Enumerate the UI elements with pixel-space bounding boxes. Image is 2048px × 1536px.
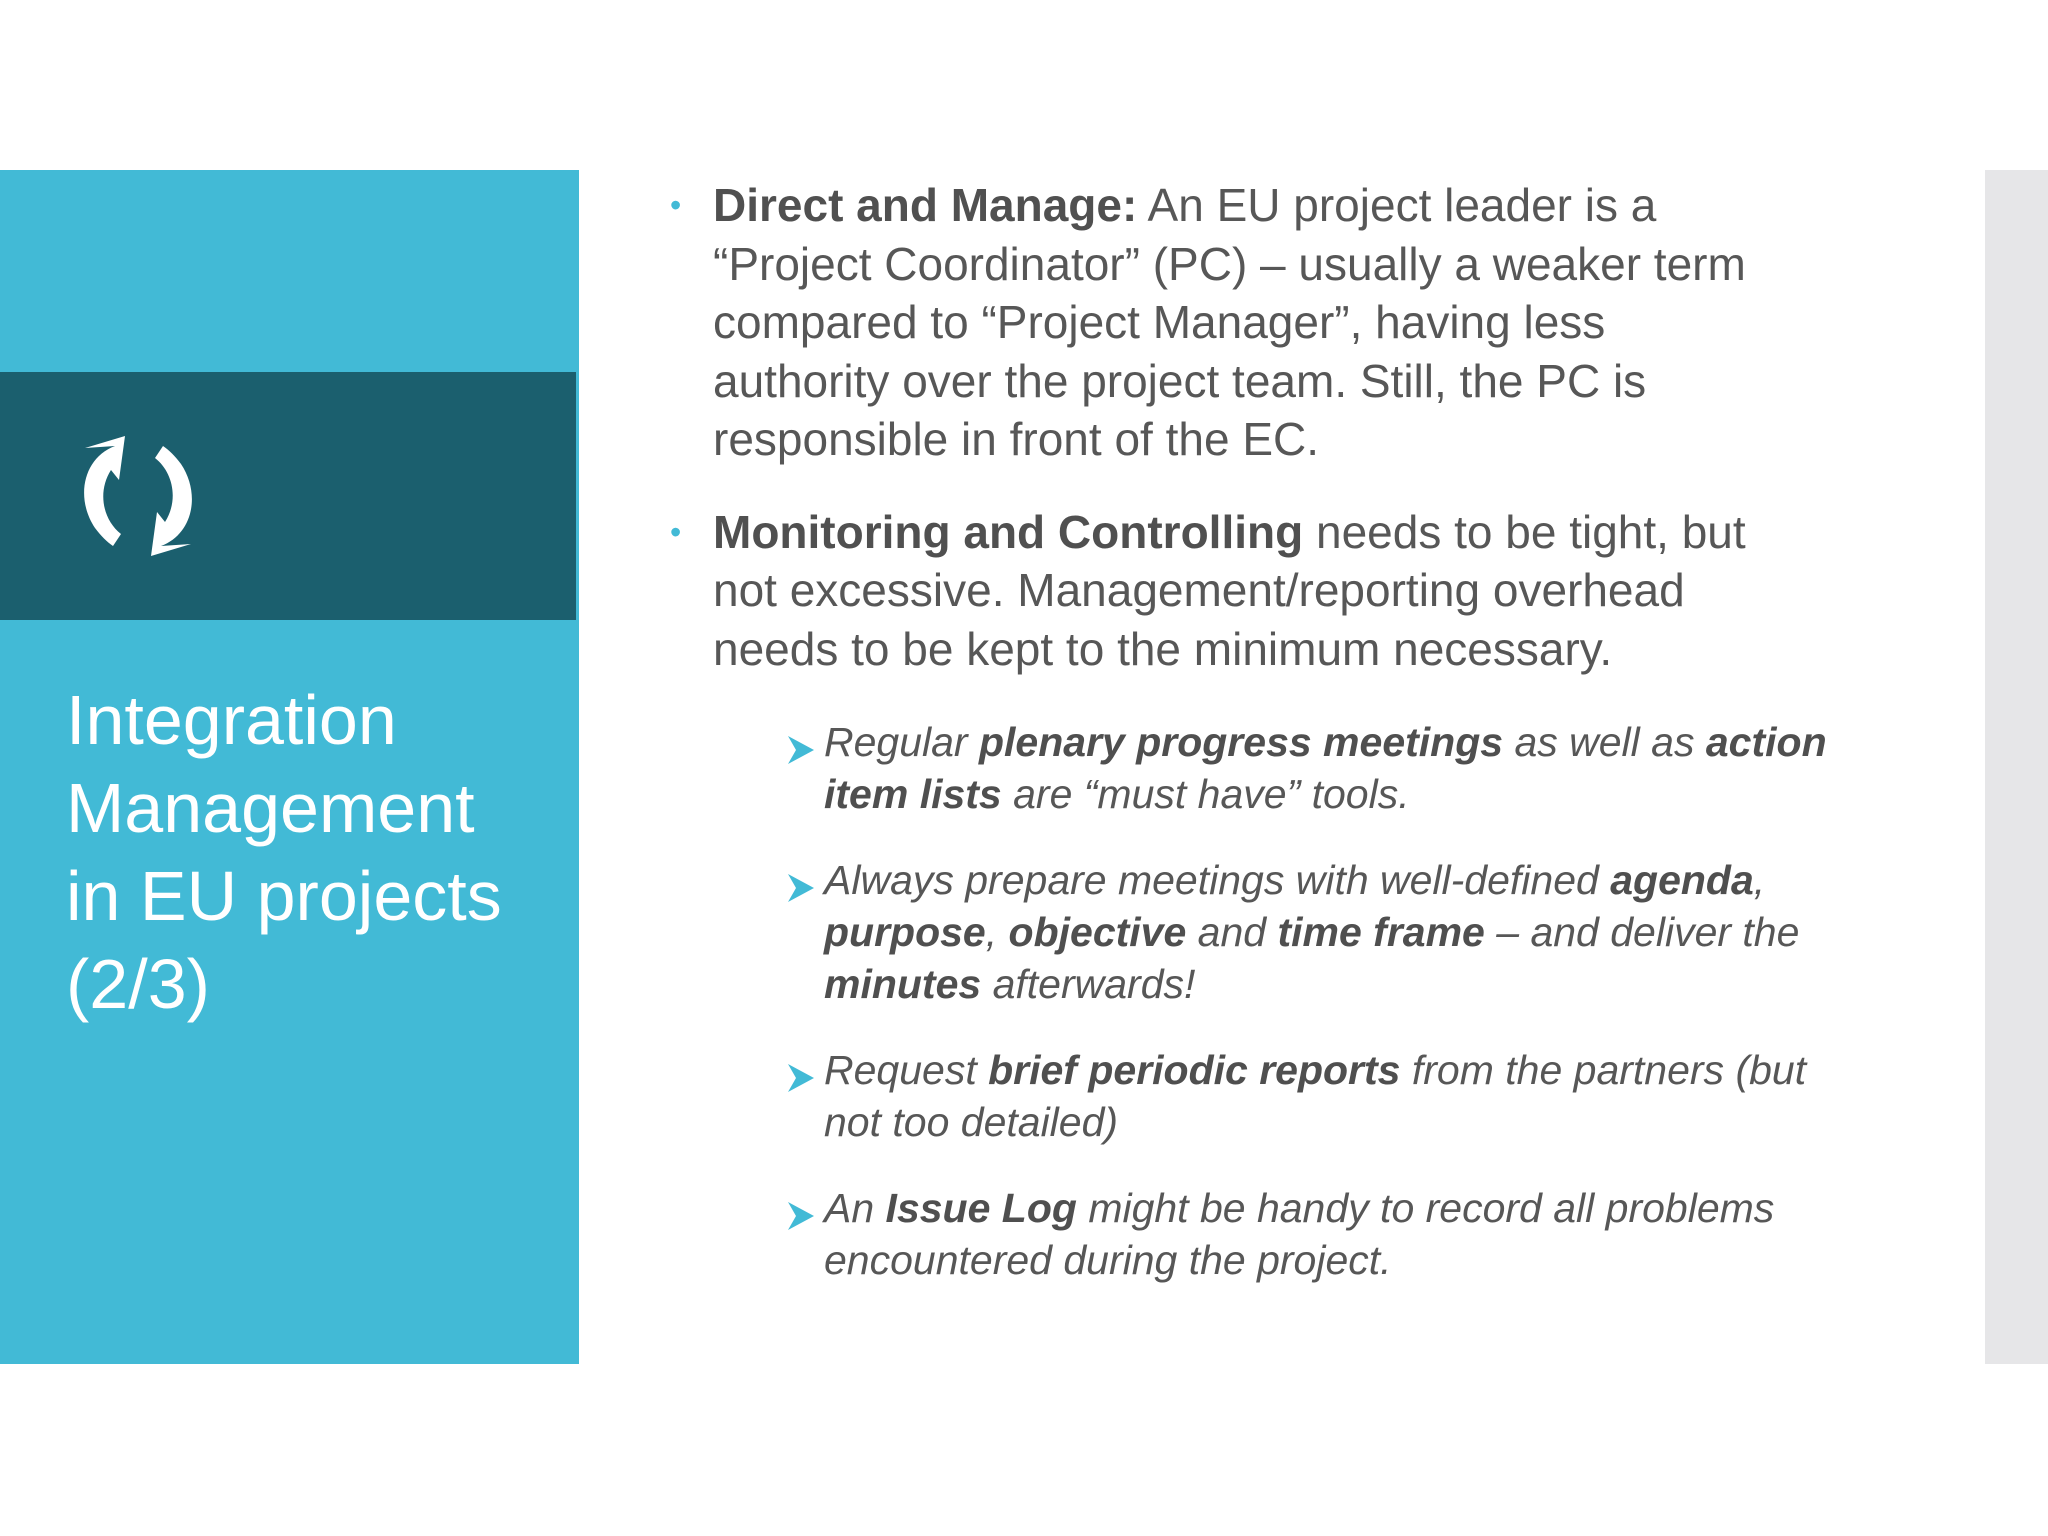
title-line: in EU projects: [66, 857, 502, 935]
bullet-heading: Monitoring and Controlling: [713, 505, 1304, 558]
arrow-bullet-icon: [786, 726, 816, 778]
title-line: (2/3): [66, 945, 210, 1023]
icon-band: [0, 372, 576, 620]
sub-bullet-meetings: Regular plenary progress meetings as well as action item lists are “must have” tools.: [786, 716, 1970, 820]
slide-title: [66, 676, 566, 1028]
sub-bullet-prepare-meetings: Always prepare meetings with well-defined agenda, purpose, objective and time frame – and deliver the minutes afterwards!: [786, 854, 1970, 1010]
arrow-bullet-icon: [786, 1192, 816, 1244]
bullet-text-line: needs to be kept to the minimum necessary.: [713, 622, 1613, 675]
bullet-text-line: compared to “Project Manager”, having less: [713, 296, 1606, 348]
slide-content: [670, 176, 1970, 1320]
title-line: Management: [66, 769, 475, 847]
bullet-text-line: “Project Coordinator” (PC) – usually a weaker term: [713, 237, 1746, 290]
title-line: Integration: [66, 681, 397, 759]
arrow-bullet-icon: [786, 864, 816, 916]
bullet-direct-and-manage: • Direct and Manage: An EU project leader is a “Project Coordinator” (PC) – usually a weaker term compared to “Project Manager”, having less authority over the project team. Still, the PC is responsible in front of the EC.: [670, 176, 1970, 469]
refresh-cycle-icon: [73, 428, 203, 564]
arrow-bullet-icon: [786, 1054, 816, 1106]
bullet-dot-icon: •: [670, 187, 682, 223]
bullet-heading: Direct and Manage:: [713, 179, 1138, 231]
bullet-text-line: authority over the project team. Still, the PC is: [713, 354, 1647, 407]
bullet-dot-icon: •: [670, 513, 682, 550]
bullet-text-line: not excessive. Management/reporting overhead: [713, 564, 1685, 616]
bullet-text-line: responsible in front of the EC.: [713, 413, 1319, 465]
sub-bullet-periodic-reports: Request brief periodic reports from the partners (but not too detailed): [786, 1044, 1970, 1148]
right-edge-strip: [1985, 170, 2048, 1364]
bullet-monitoring-and-controlling: • Monitoring and Controlling needs to be tight, but not excessive. Management/reporting overhead needs to be kept to the minimum necessary.: [670, 503, 1970, 679]
sub-bullet-list: [670, 716, 1970, 1286]
sub-bullet-issue-log: An Issue Log might be handy to record all problems encountered during the project.: [786, 1182, 1970, 1286]
